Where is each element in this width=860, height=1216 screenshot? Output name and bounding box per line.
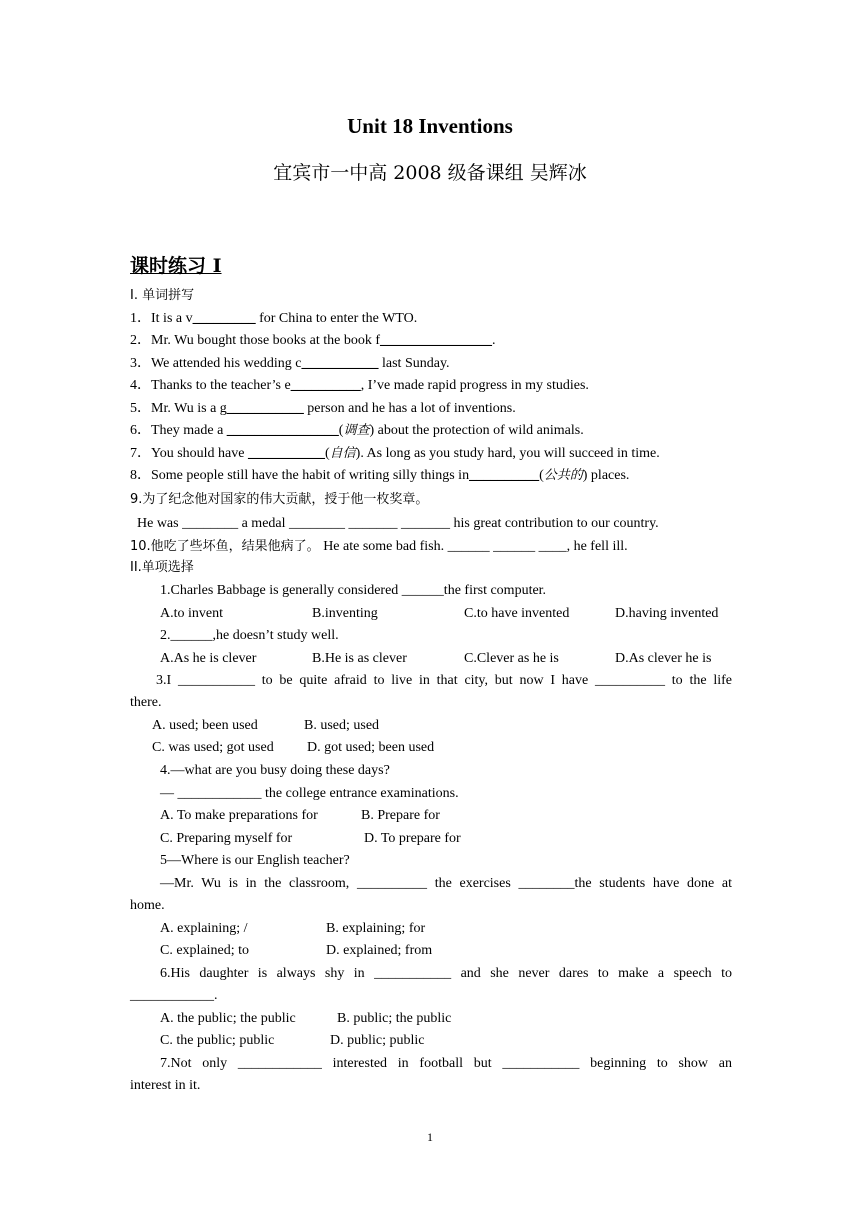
q4-option-a: A. To make preparations for	[160, 808, 318, 823]
document-title: Unit 18 Inventions	[347, 114, 513, 138]
spelling-item-2: 2．Mr. Wu bought those books at the book f________________.	[130, 333, 496, 348]
part1-heading: I. 单词拼写	[130, 288, 195, 303]
q6-option-a: A. the public; the public	[160, 1011, 296, 1026]
q6-option-c: C. the public; public	[160, 1033, 275, 1048]
q2-option-c: C.Clever as he is	[464, 651, 559, 666]
question-5-line-1: 5—Where is our English teacher?	[160, 853, 350, 868]
question-3-line-2: there.	[130, 695, 162, 710]
question-5-line-2: —Mr. Wu is in the classroom, __________ the exercises ________the students have done at	[160, 876, 732, 891]
q5-option-d: D. explained; from	[326, 943, 433, 958]
spelling-item-5: 5．Mr. Wu is a g___________ person and he has a lot of inventions.	[130, 401, 516, 416]
q4-option-d: D. To prepare for	[364, 831, 461, 846]
question-6-line-2: ____________.	[130, 988, 218, 1003]
q1-option-b: B.inventing	[312, 606, 378, 621]
translation-item-10: 10.他吃了些坏鱼，结果他病了。 He ate some bad fish. ______ ______ ____, he fell ill.	[130, 539, 628, 554]
q4-option-c: C. Preparing myself for	[160, 831, 293, 846]
spelling-item-6: 6．They made a ________________(调查) about the protection of wild animals.	[130, 423, 584, 438]
q1-option-c: C.to have invented	[464, 606, 570, 621]
q5-option-c: C. explained; to	[160, 943, 250, 958]
spelling-item-4: 4．Thanks to the teacher’s e__________, I’ve made rapid progress in my studies.	[130, 378, 589, 393]
translation-item-9-cn: 9.为了纪念他对国家的伟大贡献，授于他一枚奖章。	[130, 492, 429, 507]
q3-option-b: B. used; used	[304, 718, 380, 733]
q3-option-a: A. used; been used	[152, 718, 258, 733]
question-5-line-3: home.	[130, 898, 165, 913]
part2-heading: II.单项选择	[130, 560, 194, 575]
spelling-item-3: 3．We attended his wedding c___________ last Sunday.	[130, 356, 450, 371]
q5-option-a: A. explaining; /	[160, 921, 248, 936]
q4-option-b: B. Prepare for	[361, 808, 440, 823]
q3-option-d: D. got used; been used	[307, 740, 435, 755]
q1-option-a: A.to invent	[160, 606, 223, 621]
q2-option-d: D.As clever he is	[615, 651, 712, 666]
q2-option-b: B.He is as clever	[312, 651, 407, 666]
section-title: 课时练习 I	[130, 255, 222, 277]
q5-option-b: B. explaining; for	[326, 921, 426, 936]
question-3-line-1: 3.I ___________ to be quite afraid to live in that city, but now I have __________ to the life	[156, 673, 732, 688]
question-4-line-1: 4.—what are you busy doing these days?	[160, 763, 390, 778]
spelling-item-1: 1．It is a v_________ for China to enter the WTO.	[130, 311, 418, 326]
question-7-line-2: interest in it.	[130, 1078, 201, 1093]
q1-option-d: D.having invented	[615, 606, 719, 621]
question-2: 2.______,he doesn’t study well.	[160, 628, 339, 643]
question-1: 1.Charles Babbage is generally considered ______the first computer.	[160, 583, 547, 598]
translation-item-9-en: He was ________ a medal ________ _______ _______ his great contribution to our country.	[137, 516, 659, 531]
q6-option-b: B. public; the public	[337, 1011, 452, 1026]
question-6-line-1: 6.His daughter is always shy in ___________ and she never dares to make a speech to	[160, 966, 732, 981]
document-subtitle: 宜宾市一中高 2008 级备课组 吴辉冰	[273, 162, 587, 184]
q6-option-d: D. public; public	[330, 1033, 425, 1048]
question-7-line-1: 7.Not only ____________ interested in football but ___________ beginning to show an	[160, 1056, 732, 1071]
page-number: 1	[427, 1130, 433, 1144]
q3-option-c: C. was used; got used	[152, 740, 274, 755]
q2-option-a: A.As he is clever	[160, 651, 257, 666]
spelling-item-8: 8．Some people still have the habit of writing silly things in__________(公共的) places.	[130, 468, 630, 483]
question-4-line-2: — ____________ the college entrance examinations.	[160, 786, 459, 801]
spelling-item-7: 7．You should have ___________(自信). As long as you study hard, you will succeed in time.	[130, 446, 660, 461]
